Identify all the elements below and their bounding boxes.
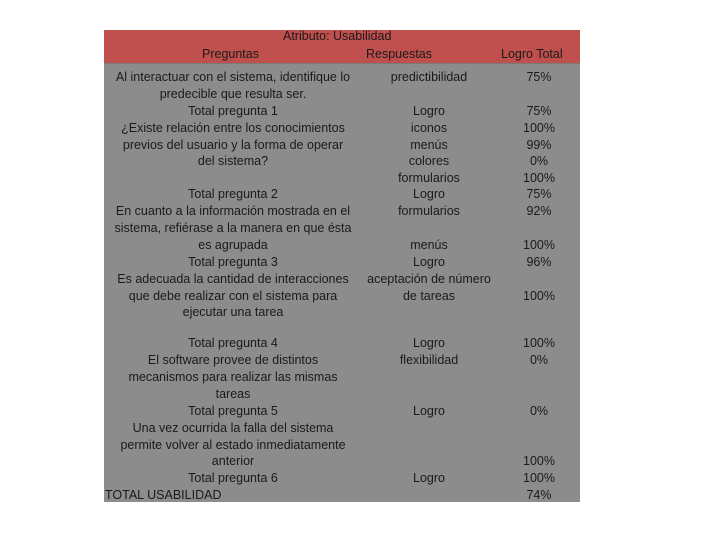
question-line: El software provee de distintos <box>147 353 319 367</box>
question-line: tareas <box>215 387 251 401</box>
answer-cell: Logro <box>413 104 445 118</box>
logro-cell: 100% <box>523 289 555 303</box>
question-line: En cuanto a la información mostrada en el <box>115 204 351 218</box>
usability-table <box>104 30 580 502</box>
answer-cell: de tareas <box>402 289 456 303</box>
column-header-preguntas: Preguntas <box>202 47 259 61</box>
logro-cell: 100% <box>523 471 555 485</box>
total-usabilidad-value: 74% <box>526 488 552 502</box>
question-total-label: Total pregunta 1 <box>188 104 278 118</box>
answer-cell: formularios <box>398 204 460 218</box>
question-line: previos del usuario y la forma de operar <box>122 138 344 152</box>
answer-cell: Logro <box>413 336 445 350</box>
logro-cell: 100% <box>523 121 555 135</box>
answer-cell: menús <box>410 238 448 252</box>
answer-cell: Logro <box>413 471 445 485</box>
answer-cell: formularios <box>398 171 460 185</box>
question-line: es agrupada <box>198 238 268 252</box>
question-line: que debe realizar con el sistema para <box>128 289 338 303</box>
question-line: Una vez ocurrida la falla del sistema <box>132 421 334 435</box>
question-line: del sistema? <box>197 154 269 168</box>
question-line: mecanismos para realizar las mismas <box>128 370 338 384</box>
column-header-logro-total: Logro Total <box>501 47 563 61</box>
logro-cell: 99% <box>526 138 552 152</box>
answer-cell: flexibilidad <box>399 353 459 367</box>
logro-cell: 0% <box>529 353 549 367</box>
answer-cell: aceptación de número <box>367 272 491 286</box>
question-line: sistema, refiérase a la manera en que ésta <box>114 221 352 235</box>
logro-cell: 0% <box>529 154 549 168</box>
table-title: Atributo: Usabilidad <box>283 29 392 43</box>
logro-cell: 75% <box>526 187 552 201</box>
logro-cell: 100% <box>523 238 555 252</box>
logro-cell: 92% <box>526 204 552 218</box>
question-total-label: Total pregunta 5 <box>188 404 278 418</box>
logro-cell: 0% <box>529 404 549 418</box>
logro-cell: 100% <box>523 336 555 350</box>
question-total-label: Total pregunta 6 <box>188 471 278 485</box>
answer-cell: menús <box>410 138 448 152</box>
question-line: Es adecuada la cantidad de interacciones <box>117 272 349 286</box>
answer-cell: colores <box>408 154 450 168</box>
answer-cell: Logro <box>413 404 445 418</box>
logro-cell: 96% <box>526 255 552 269</box>
answer-cell: predictibilidad <box>390 70 468 84</box>
question-total-label: Total pregunta 2 <box>188 187 278 201</box>
answer-cell: Logro <box>413 255 445 269</box>
logro-cell: 75% <box>526 70 552 84</box>
question-line: permite volver al estado inmediatamente <box>120 438 346 452</box>
answer-cell: iconos <box>410 121 448 135</box>
column-header-respuestas: Respuestas <box>366 47 433 61</box>
logro-cell: 100% <box>523 171 555 185</box>
answer-cell: Logro <box>413 187 445 201</box>
question-line: anterior <box>211 454 255 468</box>
header-divider <box>104 63 580 64</box>
question-line: predecible que resulta ser. <box>159 87 307 101</box>
question-line: ¿Existe relación entre los conocimientos <box>121 121 345 135</box>
question-total-label: Total pregunta 3 <box>188 255 278 269</box>
question-line: ejecutar una tarea <box>182 305 284 319</box>
logro-cell: 75% <box>526 104 552 118</box>
question-total-label: Total pregunta 4 <box>188 336 278 350</box>
question-line: Al interactuar con el sistema, identifique lo <box>115 70 351 84</box>
logro-cell: 100% <box>523 454 555 468</box>
total-usabilidad-label: TOTAL USABILIDAD <box>105 488 222 502</box>
